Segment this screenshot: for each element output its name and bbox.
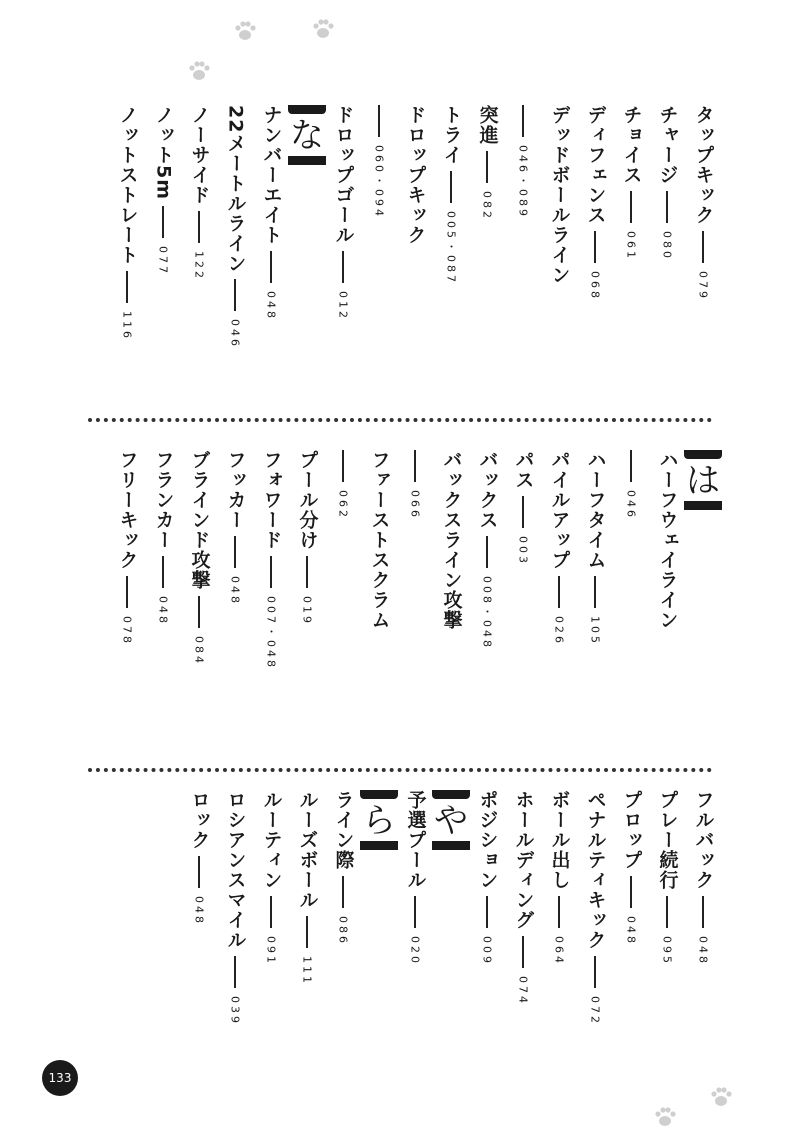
index-entry — [110, 450, 144, 646]
leader-line — [198, 856, 200, 888]
index-page-ref: 048 — [192, 896, 206, 926]
kana-heading — [680, 450, 726, 510]
index-term: ルーティン — [260, 790, 283, 890]
kana-heading — [428, 790, 474, 850]
index-term: 22メートルライン — [224, 105, 247, 274]
index-entry — [686, 105, 720, 301]
index-term: 予選プール — [404, 790, 427, 890]
index-page-ref: 105 — [588, 616, 602, 646]
index-term: ボール出し — [548, 790, 571, 890]
index-page-ref: 082 — [480, 191, 494, 221]
leader-line — [630, 876, 632, 908]
index-term: ディフェンス — [584, 105, 607, 225]
paw-print-icon — [652, 1104, 678, 1130]
index-term: ドロップゴール — [332, 105, 355, 245]
index-page-ref: 084 — [192, 636, 206, 666]
index-entry — [578, 450, 612, 646]
leader-line — [594, 956, 596, 988]
kana-bracket — [357, 790, 401, 850]
index-term: フルバック — [692, 790, 715, 890]
index-page-ref: 046・089 — [516, 145, 530, 219]
index-page-ref: 091 — [264, 936, 278, 966]
leader-line — [378, 105, 380, 137]
index-page-ref: 116 — [120, 311, 134, 341]
index-page-ref: 072 — [588, 996, 602, 1026]
leader-line — [126, 271, 128, 303]
index-term: ライン際 — [332, 790, 355, 870]
index-term: バックスライン攻撃 — [440, 450, 463, 630]
leader-line — [234, 279, 236, 311]
index-entry — [254, 450, 288, 670]
index-entry — [146, 450, 180, 626]
index-page-ref: 122 — [192, 251, 206, 281]
kana-heading-char: や — [434, 801, 468, 841]
index-entry — [506, 790, 540, 1006]
index-entry — [218, 450, 252, 606]
leader-line — [630, 191, 632, 223]
index-term: パイルアップ — [548, 450, 571, 570]
index-term: フランカー — [152, 450, 175, 550]
kana-heading — [356, 790, 402, 850]
index-term: プレー続行 — [656, 790, 679, 890]
index-term: プール分け — [296, 450, 319, 550]
leader-line — [594, 231, 596, 263]
index-entry — [614, 790, 648, 946]
index-entry — [182, 105, 216, 281]
index-entry — [218, 790, 252, 1026]
index-term: ノーサイド — [188, 105, 211, 205]
index-term: ノット5m — [152, 105, 175, 201]
index-term: プロップ — [620, 790, 643, 870]
index-entry — [614, 105, 648, 261]
index-entry — [182, 450, 216, 666]
leader-line — [270, 896, 272, 928]
index-entry — [290, 790, 324, 986]
index-section-ta-na — [80, 105, 720, 405]
index-entry — [398, 450, 432, 520]
index-entry — [470, 450, 504, 650]
index-page-ref: 026 — [552, 616, 566, 646]
index-page-ref: 079 — [696, 271, 710, 301]
leader-line — [558, 896, 560, 928]
index-term: ホールディング — [512, 790, 535, 930]
index-page-ref: 012 — [336, 291, 350, 321]
index-term: ナンバーエイト — [260, 105, 283, 245]
leader-line — [234, 536, 236, 568]
leader-line — [270, 251, 272, 283]
index-term: ロシアンスマイル — [224, 790, 247, 950]
index-entry — [578, 105, 612, 301]
index-term: チャージ — [656, 105, 679, 185]
index-entry — [398, 105, 432, 245]
index-term: ペナルティキック — [584, 790, 607, 950]
index-section-ha — [80, 450, 720, 750]
index-page-ref: 007・048 — [264, 596, 278, 670]
leader-line — [486, 896, 488, 928]
leader-line — [342, 450, 344, 482]
leader-line — [198, 211, 200, 243]
kana-bracket — [285, 105, 329, 165]
index-term: ハーフウェイライン — [656, 450, 679, 630]
index-page-ref: 078 — [120, 616, 134, 646]
index-term: デッドボールライン — [548, 105, 571, 285]
index-page-ref: 008・048 — [480, 576, 494, 650]
index-page-ref: 111 — [300, 956, 314, 986]
index-term: フリーキック — [116, 450, 139, 570]
leader-line — [342, 876, 344, 908]
index-page-ref: 068 — [588, 271, 602, 301]
leader-line — [414, 450, 416, 482]
index-entry — [146, 105, 180, 276]
index-entry — [650, 105, 684, 261]
index-term: ドロップキック — [404, 105, 427, 245]
index-term: トライ — [440, 105, 463, 165]
index-entry — [326, 450, 360, 520]
leader-line — [702, 231, 704, 263]
dotted-divider — [88, 768, 712, 772]
index-entry — [506, 450, 540, 566]
index-entry — [326, 105, 360, 321]
leader-line — [126, 576, 128, 608]
leader-line — [702, 896, 704, 928]
index-entry — [254, 790, 288, 966]
index-entry — [542, 450, 576, 646]
index-entry — [650, 450, 684, 630]
index-entry — [650, 790, 684, 966]
kana-heading-char: ら — [362, 801, 396, 841]
leader-line — [162, 206, 164, 238]
index-entry — [218, 105, 252, 349]
leader-line — [450, 171, 452, 203]
paw-print-icon — [186, 58, 212, 84]
index-page-ref: 080 — [660, 231, 674, 261]
paw-print-icon — [310, 16, 336, 42]
leader-line — [522, 105, 524, 137]
index-page-ref: 046 — [624, 490, 638, 520]
index-term: ファーストスクラム — [368, 450, 391, 630]
leader-line — [666, 896, 668, 928]
kana-bracket — [681, 450, 725, 510]
kana-heading-char: な — [290, 116, 324, 156]
index-page-ref: 048 — [264, 291, 278, 321]
leader-line — [522, 936, 524, 968]
index-entry — [542, 105, 576, 285]
index-page-ref: 003 — [516, 536, 530, 566]
index-page-ref: 019 — [300, 596, 314, 626]
index-entry — [686, 790, 720, 966]
index-page-ref: 074 — [516, 976, 530, 1006]
index-term: 突進 — [476, 105, 499, 145]
index-page-ref: 077 — [156, 246, 170, 277]
index-term: タップキック — [692, 105, 715, 225]
index-page-ref: 095 — [660, 936, 674, 966]
index-page-ref: 020 — [408, 936, 422, 966]
leader-line — [486, 151, 488, 183]
leader-line — [522, 496, 524, 528]
kana-bracket — [429, 790, 473, 850]
index-term: ハーフタイム — [584, 450, 607, 570]
index-entry — [182, 790, 216, 926]
leader-line — [306, 556, 308, 588]
index-entry — [434, 450, 468, 630]
index-page-ref: 048 — [624, 916, 638, 946]
paw-print-icon — [232, 18, 258, 44]
index-term: フッカー — [224, 450, 247, 530]
leader-line — [558, 576, 560, 608]
index-page-ref: 086 — [336, 916, 350, 946]
index-page-ref: 039 — [228, 996, 242, 1026]
leader-line — [162, 556, 164, 588]
index-page-ref: 009 — [480, 936, 494, 966]
index-section-ha-ya-ra — [80, 790, 720, 1090]
page-number: 133 — [48, 1071, 72, 1085]
index-term: フォワード — [260, 450, 283, 550]
index-term: ブラインド攻撃 — [188, 450, 211, 590]
index-entry — [434, 105, 468, 285]
index-entry — [470, 105, 504, 221]
index-entry — [470, 790, 504, 966]
index-entry — [290, 450, 324, 626]
index-term: パス — [512, 450, 535, 490]
index-page-ref: 066 — [408, 490, 422, 520]
index-term: バックス — [476, 450, 499, 530]
index-entry — [326, 790, 360, 946]
leader-line — [342, 251, 344, 283]
index-term: チョイス — [620, 105, 643, 185]
index-entry — [614, 450, 648, 520]
index-page-ref: 060・094 — [372, 145, 386, 219]
page-number-badge — [42, 1060, 78, 1096]
index-page-ref: 046 — [228, 319, 242, 350]
index-page-ref: 061 — [624, 231, 638, 261]
leader-line — [198, 596, 200, 628]
leader-line — [630, 450, 632, 482]
index-page-ref: 048 — [228, 576, 242, 606]
leader-line — [414, 896, 416, 928]
leader-line — [594, 576, 596, 608]
paw-print-icon — [708, 1084, 734, 1110]
leader-line — [306, 916, 308, 948]
index-page-ref: 048 — [156, 596, 170, 626]
index-term: ポジション — [476, 790, 499, 890]
leader-line — [234, 956, 236, 988]
kana-heading-char: は — [686, 461, 720, 501]
index-entry — [398, 790, 432, 966]
dotted-divider — [88, 418, 712, 422]
leader-line — [270, 556, 272, 588]
index-entry — [362, 105, 396, 219]
kana-heading — [284, 105, 330, 165]
index-entry — [578, 790, 612, 1026]
index-term: ノットストレート — [116, 105, 139, 265]
index-page-ref: 048 — [696, 936, 710, 966]
index-term: ロック — [188, 790, 211, 850]
index-page-ref: 005・087 — [444, 211, 458, 285]
index-entry — [110, 105, 144, 341]
index-entry — [542, 790, 576, 966]
index-term: ルーズボール — [296, 790, 319, 910]
index-entry — [506, 105, 540, 219]
leader-line — [666, 191, 668, 223]
index-entry — [362, 450, 396, 630]
index-page-ref: 064 — [552, 936, 566, 966]
leader-line — [486, 536, 488, 568]
index-entry — [254, 105, 288, 321]
index-page-ref: 062 — [336, 490, 350, 520]
